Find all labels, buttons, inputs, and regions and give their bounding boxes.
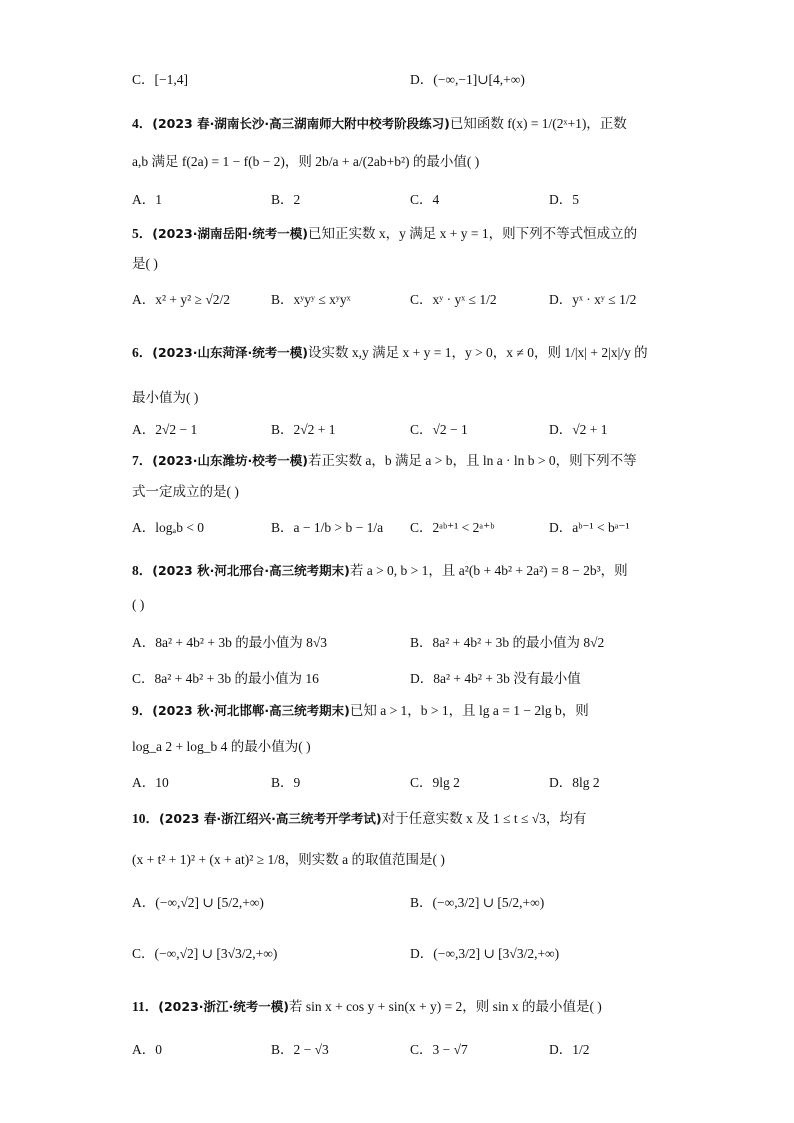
option-d: D．(−∞,3/2] ∪ [3√3/2,+∞) bbox=[410, 946, 560, 961]
option-d: D．aᵇ⁻¹ < bᵃ⁻¹ bbox=[549, 520, 630, 535]
question-source: (2023 秋·河北邯郸·高三统考期末) bbox=[152, 703, 350, 718]
option-b: B．8a² + 4b² + 3b 的最小值为 8√2 bbox=[410, 635, 605, 650]
question-number: 11． bbox=[132, 999, 159, 1014]
option-a: A．8a² + 4b² + 3b 的最小值为 8√3 bbox=[132, 635, 327, 650]
question-7-line-1 bbox=[132, 451, 637, 471]
question-7-line-2: 式一定成立的是( ) bbox=[132, 484, 239, 499]
question-number: 8． bbox=[132, 563, 153, 578]
option-b: B．a − 1/b > b − 1/a bbox=[271, 520, 384, 535]
option-d: D．yˣ · xʸ ≤ 1/2 bbox=[549, 292, 637, 307]
question-4-line-1 bbox=[132, 114, 627, 134]
question-number: 7． bbox=[132, 453, 153, 468]
option-b: B．(−∞,3/2] ∪ [5/2,+∞) bbox=[410, 895, 545, 910]
option-c: C．√2 − 1 bbox=[410, 422, 468, 437]
option-b: B．2 − √3 bbox=[271, 1042, 329, 1057]
question-source: (2023 春·浙江绍兴·高三统考开学考试) bbox=[159, 811, 382, 826]
question-source: (2023·山东潍坊·校考一模) bbox=[152, 453, 308, 468]
question-source: (2023·山东菏泽·统考一模) bbox=[152, 345, 308, 360]
question-text: 若 a > 0, b > 1，且 a²(b + 4b² + 2a²) = 8 − 2b³，则 bbox=[349, 563, 628, 578]
question-number: 10． bbox=[132, 811, 159, 826]
option-c: C．8a² + 4b² + 3b 的最小值为 16 bbox=[132, 671, 319, 686]
option-d: D．5 bbox=[549, 192, 579, 207]
option-b: B．xʸyʸ ≤ xʸyˣ bbox=[271, 292, 351, 307]
question-source: (2023·湖南岳阳·统考一模) bbox=[152, 226, 308, 241]
option-d: D．8a² + 4b² + 3b 没有最小值 bbox=[410, 671, 581, 686]
question-source: (2023 春·湖南长沙·高三湖南师大附中校考阶段练习) bbox=[152, 116, 450, 131]
question-text: 若 sin x + cos y + sin(x + y) = 2，则 sin x 的最小值是( ) bbox=[288, 999, 602, 1014]
option-c: C．3 − √7 bbox=[410, 1042, 468, 1057]
question-text: 已知函数 f(x) = 1/(2ˣ+1)，正数 bbox=[449, 116, 627, 131]
question-text: 已知 a > 1，b > 1，且 lg a = 1 − 2lg b，则 bbox=[349, 703, 589, 718]
question-10-line-2: (x + t² + 1)² + (x + at)² ≥ 1/8，则实数 a 的取值范围是( ) bbox=[132, 852, 445, 867]
question-text: 对于任意实数 x 及 1 ≤ t ≤ √3，均有 bbox=[381, 811, 587, 826]
option-b: B．2√2 + 1 bbox=[271, 422, 336, 437]
option-a: A．0 bbox=[132, 1042, 162, 1057]
option-a: A．x² + y² ≥ √2/2 bbox=[132, 292, 231, 307]
option-a: A．1 bbox=[132, 192, 162, 207]
question-5-line-2: 是( ) bbox=[132, 256, 158, 271]
option-d: D．1/2 bbox=[549, 1042, 590, 1057]
option-d: D．√2 + 1 bbox=[549, 422, 608, 437]
question-text: 已知正实数 x，y 满足 x + y = 1，则下列不等式恒成立的 bbox=[307, 226, 638, 241]
question-4-line-2: a,b 满足 f(2a) = 1 − f(b − 2)，则 2b/a + a/(2ab+b²) 的最小值( ) bbox=[132, 154, 480, 169]
option-c: C．[−1,4] bbox=[132, 72, 188, 87]
question-8-line-2: ( ) bbox=[132, 597, 145, 612]
question-text: 设实数 x,y 满足 x + y = 1，y > 0，x ≠ 0，则 1/|x| + 2|x|/y 的 bbox=[307, 345, 648, 360]
option-b: B．2 bbox=[271, 192, 301, 207]
option-b: B．9 bbox=[271, 775, 301, 790]
question-source: (2023·浙江·统考一模) bbox=[158, 999, 289, 1014]
option-c: C．(−∞,√2] ∪ [3√3/2,+∞) bbox=[132, 946, 278, 961]
option-a: A．logₐb < 0 bbox=[132, 520, 205, 535]
question-10-line-1 bbox=[132, 809, 586, 829]
question-9-line-2: log_a 2 + log_b 4 的最小值为( ) bbox=[132, 739, 311, 754]
question-number: 4． bbox=[132, 116, 153, 131]
question-number: 9． bbox=[132, 703, 153, 718]
question-8-line-1 bbox=[132, 561, 628, 581]
question-9-line-1 bbox=[132, 701, 589, 721]
question-text: 若正实数 a，b 满足 a > b，且 ln a · ln b > 0，则下列不等 bbox=[307, 453, 637, 468]
option-c: C．2ᵃᵇ⁺¹ < 2ᵃ⁺ᵇ bbox=[410, 520, 495, 535]
option-c: C．4 bbox=[410, 192, 440, 207]
question-6-line-1 bbox=[132, 343, 648, 363]
question-number: 5． bbox=[132, 226, 153, 241]
option-a: A．(−∞,√2] ∪ [5/2,+∞) bbox=[132, 895, 264, 910]
option-a: A．2√2 − 1 bbox=[132, 422, 198, 437]
option-d: D．8lg 2 bbox=[549, 775, 600, 790]
option-d: D．(−∞,−1]∪[4,+∞) bbox=[410, 72, 525, 87]
question-6-line-2: 最小值为( ) bbox=[132, 390, 199, 405]
option-a: A．10 bbox=[132, 775, 169, 790]
question-11-line-1 bbox=[132, 997, 602, 1017]
option-c: C．xʸ · yˣ ≤ 1/2 bbox=[410, 292, 497, 307]
question-number: 6． bbox=[132, 345, 153, 360]
question-5-line-1 bbox=[132, 224, 637, 244]
option-c: C．9lg 2 bbox=[410, 775, 460, 790]
question-source: (2023 秋·河北邢台·高三统考期末) bbox=[152, 563, 350, 578]
